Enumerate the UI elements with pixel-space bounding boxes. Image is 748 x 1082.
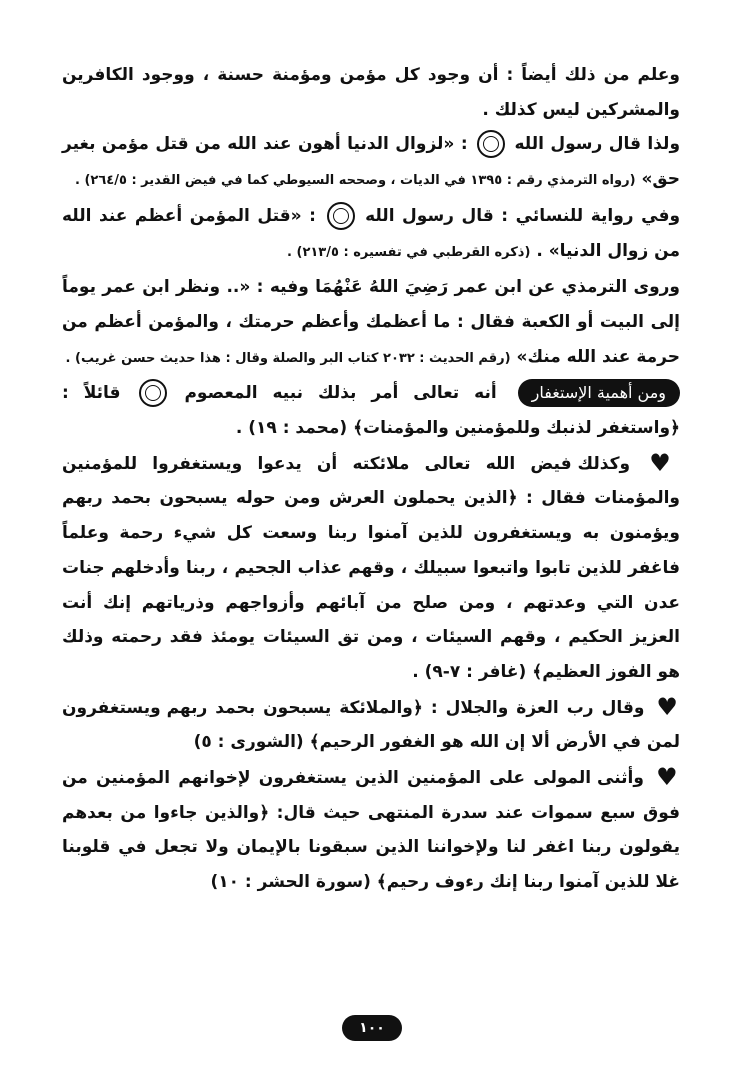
quran-verse-1: قائلاً : ﴿واستغفر لذنبك وللمؤمنين والمؤمنات﴾ (محمد : ١٩) . [62,383,680,439]
quran-verse-4: وأثنى المولى على المؤمنين الذين يستغفرون لإخوانهم المؤمنين من فوق سبع سموات عند سدرة المنتهى حيث قال: ﴿والذين جاءوا من بعدهم يقولون ربنا اغفر لنا ولإخواننا الذين سبقونا بالإيمان ولا تجعل في قلوبنا غلا للذين آمنوا ربنا إنك رءوف رحيم﴾ [62,768,680,893]
prophet-seal-icon [139,379,167,407]
citation-3: (رقم الحديث : ٢٠٣٢ كتاب البر والصلة وقال : هذا حديث حسن غريب) . [65,350,511,366]
page-number: ١٠٠ [342,1015,402,1041]
section-heading-pill: ومن أهمية الإستغفار [518,379,680,407]
prophet-seal-icon [477,130,505,158]
page-body [62,58,680,900]
quran-verse-3-part-1: وقال رب العزة والجلال : ﴿والملائكة يسبحون بحمد ربهم [166,697,645,718]
citation-4: (سورة الحشر : ١٠) [210,872,371,893]
prophet-seal-icon [327,202,355,230]
hadith-quote-1: : «لزوال الدنيا أهون عند الله من قتل مؤمن بغير حق» [62,134,680,190]
quran-verse-2-part-2: ربنا وسعت كل شيء رحمة وعلماً فاغفر للذين تابوا واتبعوا سبيلك ، وقهم عذاب الجحيم ، ربنا وأدخلهم جنات عدن التي وعدتهم ، ومن صلح من آبائهم وأزواجهم وذرياتهم إنك أنت العزيز الحكيم ، وقهم السيئات ، ومن تق السيئات يومئذ فقد رحمته وذلك هو الفوز العظيم﴾ (غافر : ٧-٩) . [62,523,680,682]
paragraph-2 [62,127,680,198]
quran-verse-3-part-2: ألا إن الله هو الغفور الرحيم﴾ (الشورى : ٥) [193,732,550,753]
hadith-quote-3: وروى الترمذي عن ابن عمر رَضِيَ اللهُ عَنْهُمَا وفيه : «.. ونظر ابن عمر يوماً إلى البيت أو الكعبة فقال : ما أعظمك وأعظم حرمتك ، والمؤمن أعظم من حرمة عند الله منك» [62,277,680,367]
paragraph-3-intro: وفي رواية للنسائي : قال رسول الله [365,205,681,226]
paragraph-4 [62,270,680,376]
paragraph-3 [62,199,680,270]
paragraph-7 [62,690,680,760]
heart-icon: ♥ [656,763,680,792]
quran-verse-2-part-1: وكذلك فيض الله تعالى ملائكته أن يدعوا ويستغفروا للمؤمنين والمؤمنات فقال : ﴿الذين يحملون العرش ومن حوله يسبحون بحمد ربهم ويؤمنون به [62,453,681,544]
hadith-quote-2: : «قتل المؤمن أعظم عند الله من زوال الدنيا» . [62,205,680,261]
paragraph-6 [62,446,680,690]
paragraph-1 [62,58,680,127]
heart-icon: ♥ [649,448,680,477]
paragraph-8 [62,760,680,900]
paragraph-1-text: وعلم من ذلك أيضاً : أن وجود كل مؤمن ومؤمنة حسنة ، ووجود الكافرين والمشركين ليس كذلك . [62,65,680,120]
citation-1: (رواه الترمذي رقم : ١٣٩٥ في الديات ، وصححه السيوطي كما في فيض القدير : ٢٦٤/٥) . [75,173,636,189]
quran-verse-3-emphasis: ويستغفرون لمن في الأرض [62,697,680,753]
paragraph-5-intro: أنه تعالى أمر بذلك نبيه المعصوم [184,383,497,404]
heart-icon: ♥ [656,692,680,721]
paragraph-5 [62,376,680,445]
quran-verse-2-emphasis: ويستغفرون للذين آمنوا [367,523,573,544]
paragraph-2-intro: ولذا قال رسول الله [514,134,681,155]
citation-2: (ذكره القرطبي في تفسيره : ٢١٣/٥) . [287,244,531,260]
